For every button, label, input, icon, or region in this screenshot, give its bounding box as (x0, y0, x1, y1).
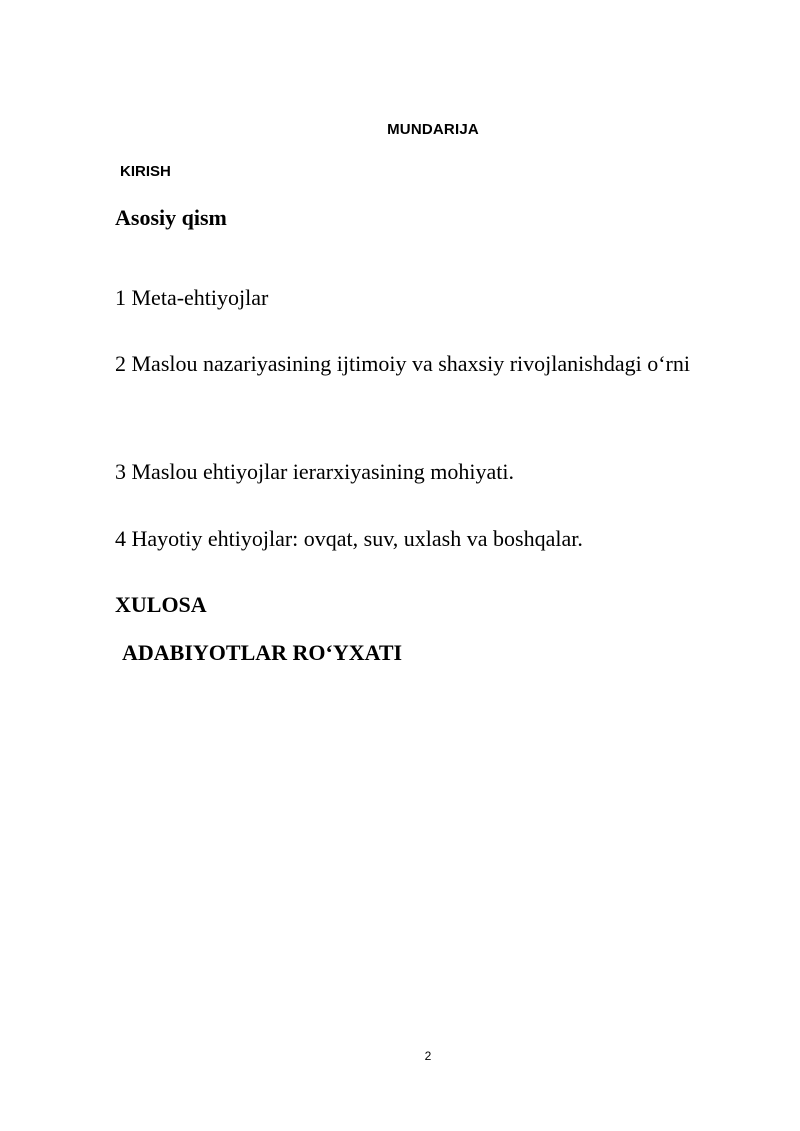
toc-title: MUNDARIJA (387, 121, 479, 138)
toc-item-1: 1 Meta-ehtiyojlar (115, 285, 269, 310)
toc-item-4: 4 Hayotiy ehtiyojlar: ovqat, suv, uxlash va boshqalar. (115, 526, 583, 551)
toc-entry-main-part: Asosiy qism (115, 205, 227, 230)
toc-entry-conclusion: XULOSA (115, 592, 207, 617)
toc-entry-intro: KIRISH (120, 163, 171, 180)
toc-item-2: 2 Maslou nazariyasining ijtimoiy va shaxsiy rivojlanishdagi o‘rni (115, 351, 690, 376)
toc-entry-references: ADABIYOTLAR RO‘YXATI (122, 640, 403, 665)
toc-item-3: 3 Maslou ehtiyojlar ierarxiyasining mohiyati. (115, 459, 514, 484)
page-number: 2 (424, 1049, 432, 1063)
